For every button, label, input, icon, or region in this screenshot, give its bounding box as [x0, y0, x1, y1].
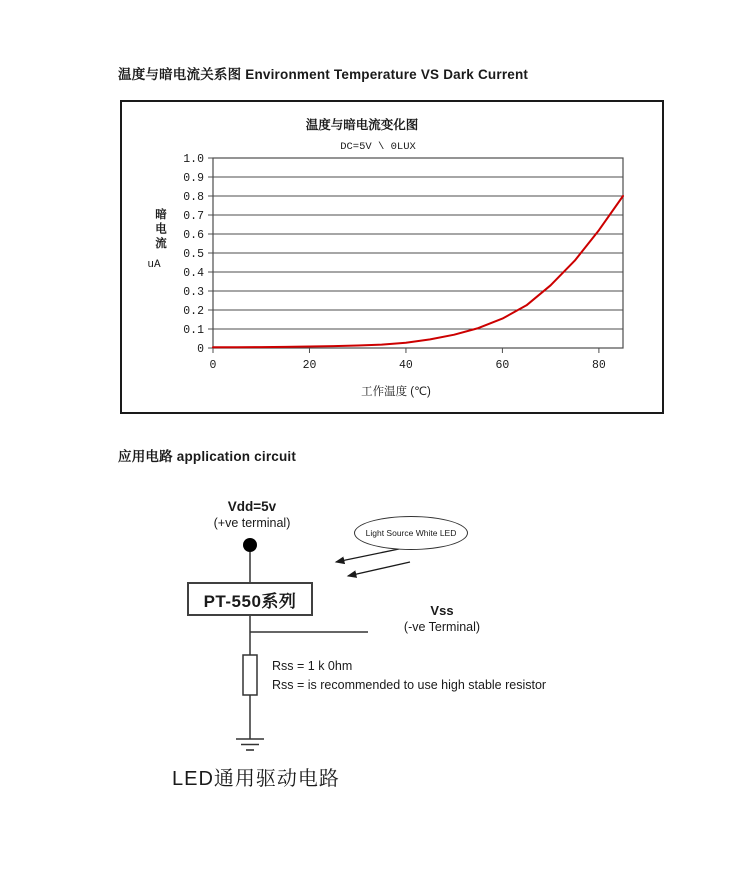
chart-frame	[120, 100, 664, 414]
svg-text:0.2: 0.2	[183, 305, 204, 318]
vss-label: Vss	[430, 603, 454, 618]
light-source-bubble: Light Source White LED	[354, 516, 468, 550]
svg-text:0.4: 0.4	[183, 267, 204, 280]
svg-text:0.1: 0.1	[183, 324, 204, 337]
rss-note-block	[272, 657, 546, 695]
x-tick-labels	[210, 359, 606, 372]
circuit-caption: LED通用驱动电路	[172, 768, 340, 790]
chart-title: 温度与暗电流变化图	[305, 118, 419, 132]
svg-text:80: 80	[591, 359, 606, 372]
resistor-symbol	[243, 655, 257, 695]
y-tick-labels	[183, 153, 204, 356]
svg-text:0.9: 0.9	[183, 172, 204, 185]
svg-text:0: 0	[197, 343, 204, 356]
svg-text:0: 0	[209, 359, 217, 372]
svg-text:20: 20	[302, 359, 317, 372]
svg-text:0.7: 0.7	[183, 210, 204, 223]
chart-subtitle: DC=5V \ 0LUX	[340, 141, 416, 153]
ground-symbol	[236, 739, 264, 750]
svg-text:40: 40	[399, 359, 413, 372]
circuit-section-title: 应用电路 application circuit	[118, 449, 297, 464]
rss-value: Rss = 1 k 0hm	[272, 659, 353, 673]
pt550-component-box: PT-550系列	[187, 582, 313, 616]
chart-section-title: 温度与暗电流关系图 Environment Temperature VS Dark Current	[118, 67, 529, 82]
vdd-terminal-dot	[243, 538, 257, 552]
vdd-label: Vdd=5v	[227, 499, 277, 514]
x-axis-label: 工作温度 (℃)	[361, 386, 431, 398]
svg-text:0.8: 0.8	[183, 191, 204, 204]
light-arrows-icon	[336, 549, 410, 576]
y-axis-unit: uA	[147, 259, 161, 271]
y-axis-label: 暗电流	[154, 208, 166, 252]
rss-note: Rss = is recommended to use high stable resistor	[272, 678, 547, 692]
svg-text:1.0: 1.0	[183, 153, 204, 166]
svg-text:0.6: 0.6	[183, 229, 204, 242]
svg-text:60: 60	[495, 359, 510, 372]
vss-sublabel: (-ve Terminal)	[403, 620, 481, 634]
svg-text:0.5: 0.5	[183, 248, 204, 261]
vdd-sublabel: (+ve terminal)	[213, 516, 291, 530]
svg-text:0.3: 0.3	[183, 286, 204, 299]
y-gridlines	[208, 158, 623, 353]
